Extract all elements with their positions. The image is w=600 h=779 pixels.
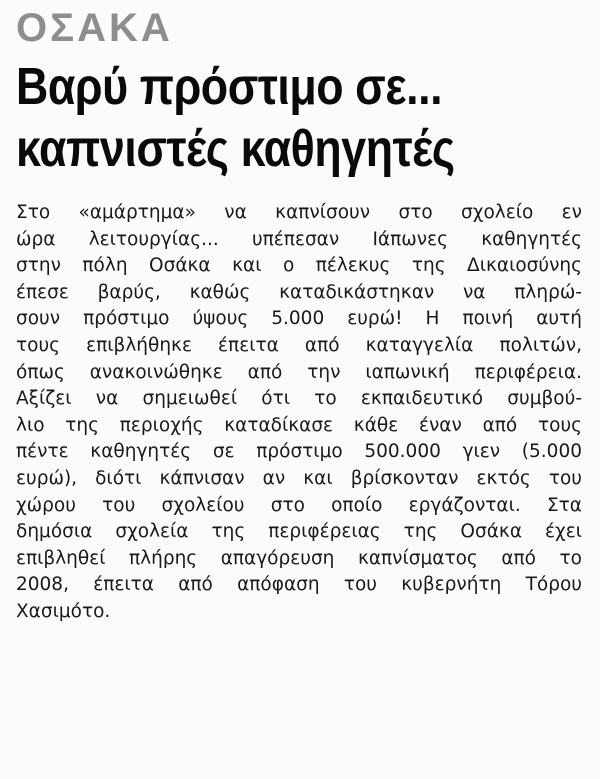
body-line: τους επιβλήθηκε έπειτα από καταγγελία πολιτών, [16,334,582,356]
section-label: ΟΣΑΚΑ [16,6,173,50]
body-line: χώρου του σχολείου στο οποίο εργάζονται. Στα [16,494,582,516]
body-line: έπεσε βαρύς, καθώς καταδικάστηκαν να πληρώ- [16,281,582,303]
body-line: Χασιμότο. [16,600,111,622]
headline-line-2: καπνιστές καθηγητές [16,120,455,178]
body-line: όπως ανακοινώθηκε από την ιαπωνική περιφέρεια. [16,361,582,383]
article-body [16,200,586,626]
body-line: Αξίζει να σημειωθεί ότι το εκπαιδευτικό συμβού- [16,388,582,410]
body-line: στην πόλη Οσάκα και ο πέλεκυς της Δικαιοσύνης [16,255,582,277]
headline [16,56,584,180]
body-line: ώρα λειτουργίας... υπέπεσαν Ιάπωνες καθηγητές [16,228,582,250]
body-line: ευρώ), διότι κάπνισαν αν και βρίσκονταν εκτός του [16,467,582,489]
body-line: επιβληθεί πλήρης απαγόρευση καπνίσματος από το [16,547,582,569]
body-line: δημόσια σχολεία της περιφέρειας της Οσάκα έχει [16,521,582,543]
body-line: σουν πρόστιμο ύψους 5.000 ευρώ! Η ποινή αυτή [16,308,582,330]
body-line: λιο της περιοχής καταδίκασε κάθε έναν από τους [16,414,582,436]
body-line: 2008, έπειτα από απόφαση του κυβερνήτη Τόρου [16,574,582,596]
body-line: Στο «αμάρτημα» να καπνίσουν στο σχολείο εν [16,202,582,223]
body-line: πέντε καθηγητές σε πρόστιμο 500.000 γιεν (5.000 [16,441,582,463]
headline-line-1: Βαρύ πρόστιμο σε... [16,58,443,116]
